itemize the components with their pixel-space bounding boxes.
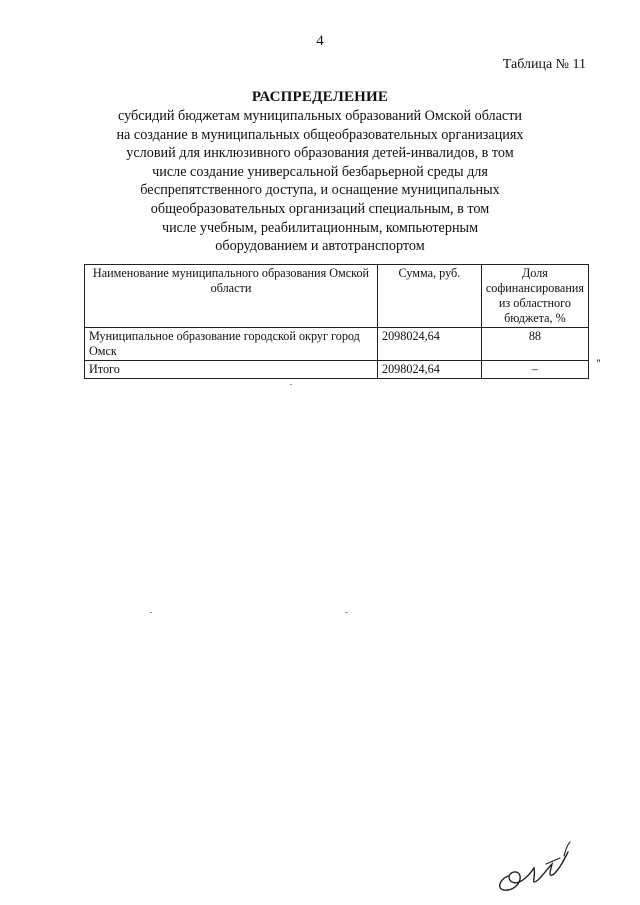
distribution-table — [84, 264, 589, 379]
subtitle-line: числе создание универсальной безбарьерной среды для — [152, 163, 488, 180]
total-share-cell: – — [481, 361, 588, 379]
row-name-cell: Муниципальное образование городской округ город Омск — [85, 328, 378, 361]
document-subtitle — [90, 107, 550, 256]
subtitle-line: числе учебным, реабилитационным, компьютерным — [161, 219, 479, 236]
table-row — [85, 328, 589, 361]
document-title: РАСПРЕДЕЛЕНИЕ — [251, 89, 389, 105]
scan-speck — [290, 384, 292, 385]
column-header-share: Доля софинансирования из областного бюджета, % — [481, 265, 588, 328]
total-sum-cell: 2098024,64 — [377, 361, 481, 379]
page-number: 4 — [316, 33, 324, 49]
subtitle-line: общеобразовательных организаций специальным, в том — [150, 200, 490, 217]
column-header-sum: Сумма, руб. — [377, 265, 481, 328]
row-share-cell: 88 — [481, 328, 588, 361]
scan-speck — [345, 612, 348, 613]
table-label: Таблица № 11 — [502, 57, 586, 72]
subtitle-line: на создание в муниципальных общеобразовательных организациях — [116, 126, 524, 143]
handwritten-signature-icon — [490, 838, 580, 898]
subtitle-line: оборудованием и автотранспортом — [215, 238, 425, 255]
closing-quote-mark: " — [596, 356, 601, 370]
column-header-name: Наименование муниципального образования Омской области — [85, 265, 378, 328]
table-header-row — [85, 265, 589, 328]
total-label-cell: Итого — [85, 361, 378, 379]
table-total-row — [85, 361, 589, 379]
scan-speck — [150, 612, 152, 613]
subtitle-line: субсидий бюджетам муниципальных образований Омской области — [117, 108, 523, 124]
subtitle-line: условий для инклюзивного образования детей-инвалидов, в том — [126, 145, 514, 162]
subtitle-line: беспрепятственного доступа, и оснащение муниципальных — [140, 182, 500, 199]
row-sum-cell: 2098024,64 — [377, 328, 481, 361]
